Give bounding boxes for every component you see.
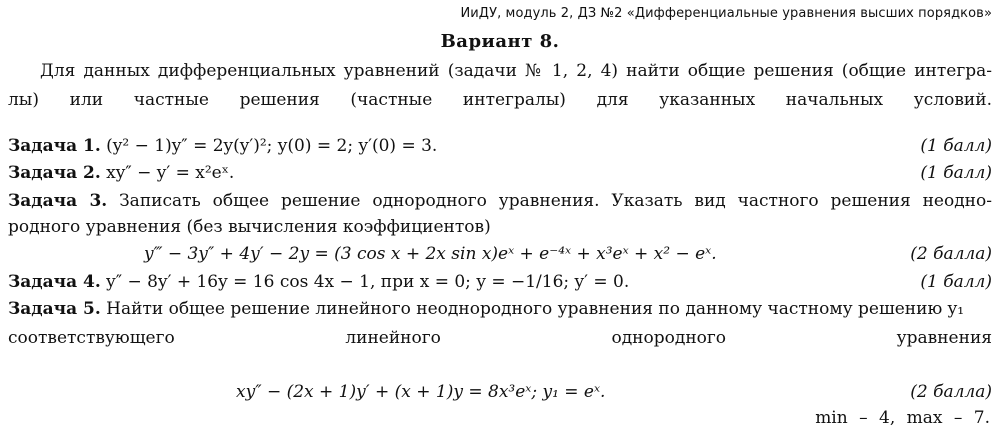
task-1: [8, 136, 992, 156]
task-5-text-1: Найти общее решение линейного неоднородного уравнения по данному частному решению y₁: [106, 299, 965, 319]
task-1-label: Задача 1.: [8, 136, 101, 156]
task-5-equation: xy″ − (2x + 1)y′ + (x + 1)y = 8x³eˣ; y₁ = eˣ.: [236, 382, 606, 402]
task-4: [8, 272, 992, 292]
task-4-equation: y″ − 8y′ + 16y = 16 cos 4x − 1, при x = 0; y = −1/16; y′ = 0.: [106, 272, 630, 292]
task-2-points: (1 балл): [920, 163, 992, 183]
task-1-points: (1 балл): [920, 136, 992, 156]
task-5-line-2: соответствующего линейного однородного уравнения: [8, 328, 992, 348]
task-3-equation: y‴ − 3y″ + 4y′ − 2y = (3 cos x + 2x sin x)eˣ + e⁻⁴ˣ + x³eˣ + x² − eˣ.: [144, 244, 717, 264]
task-5-label: Задача 5.: [8, 299, 101, 319]
task-2: [8, 163, 992, 183]
intro-line-1: Для данных дифференциальных уравнений (задачи № 1, 2, 4) найти общие решения (общие интегра-: [40, 61, 992, 81]
task-4-label: Задача 4.: [8, 272, 101, 292]
intro-line-2: лы) или частные решения (частные интегралы) для указанных начальных условий.: [8, 90, 992, 110]
task-5-points: (2 балла): [910, 382, 992, 402]
task-4-points: (1 балл): [920, 272, 992, 292]
task-3-points: (2 балла): [910, 244, 992, 264]
task-2-label: Задача 2.: [8, 163, 101, 183]
task-3-label: Задача 3.: [8, 191, 108, 211]
task-3-line-1: [8, 191, 992, 211]
task-3-text-1: Записать общее решение однородного уравнения. Указать вид частного решения неодно-: [119, 191, 992, 211]
task-5-line-1: [8, 299, 992, 319]
score-range: min – 4, max – 7.: [815, 408, 990, 428]
task-1-equation: (y² − 1)y″ = 2y(y′)²; y(0) = 2; y′(0) = 3.: [106, 136, 438, 156]
task-2-equation: xy″ − y′ = x²eˣ.: [106, 163, 235, 183]
task-3-line-2: родного уравнения (без вычисления коэффициентов): [8, 217, 491, 237]
course-header: ИиДУ, модуль 2, ДЗ №2 «Дифференциальные уравнения высших порядков»: [460, 6, 992, 21]
variant-title: Вариант 8.: [440, 31, 560, 52]
